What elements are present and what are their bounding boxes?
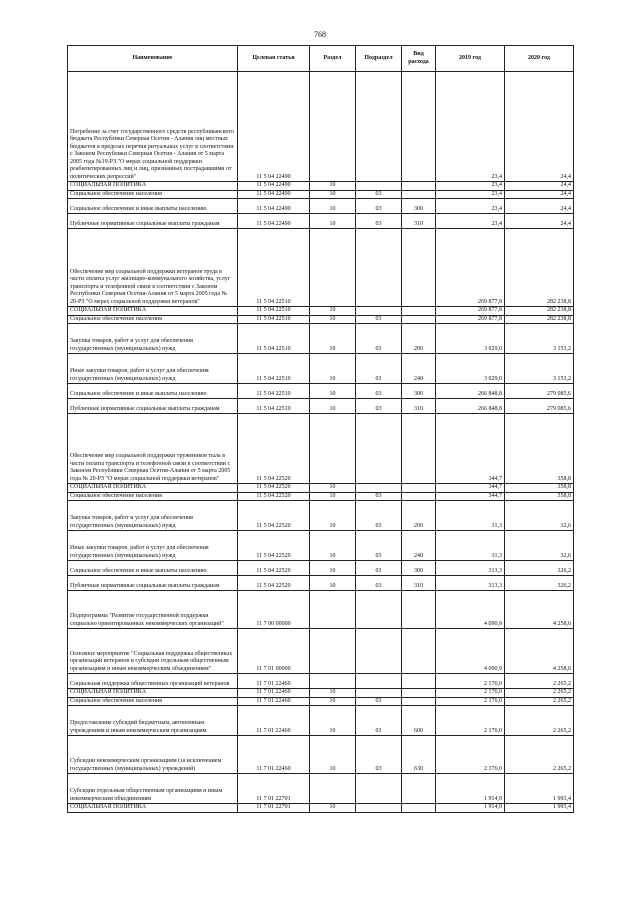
row-target-article: 11 7 00 00000 bbox=[238, 591, 310, 629]
row-subsection: 03 bbox=[356, 354, 402, 384]
header-subsection: Подраздел bbox=[356, 46, 402, 72]
row-name: Обеспечение мер социальной поддержки ветеранов труда в части оплаты услуг жилищно-коммунального хозяйства, услуг транспорта и телефонной связи в соответствии с Законом Республики Северная Осетия-Алания от 5 марта 2005 года № 20-РЗ "О мерах социальной поддержки ветеранов" bbox=[68, 229, 238, 307]
row-amount-2020: 2 265,2 bbox=[505, 706, 574, 736]
row-amount-2019: 2 176,0 bbox=[436, 689, 505, 698]
row-amount-2020: 326,2 bbox=[505, 561, 574, 576]
row-name: Предоставление субсидий бюджетным, автономным учреждениям и иным некоммерческим организациям bbox=[68, 706, 238, 736]
budget-table bbox=[67, 45, 574, 813]
row-amount-2019: 313,3 bbox=[436, 576, 505, 591]
table-row bbox=[68, 576, 574, 591]
row-subsection: 03 bbox=[356, 561, 402, 576]
row-section bbox=[310, 229, 356, 307]
row-subsection: 03 bbox=[356, 190, 402, 199]
table-row bbox=[68, 414, 574, 484]
header-year-2019: 2019 год bbox=[436, 46, 505, 72]
row-amount-2019: 269 877,8 bbox=[436, 229, 505, 307]
row-section: 10 bbox=[310, 576, 356, 591]
row-name: Погребение за счет государственного средств республиканского бюджета Республики Северная Осетия - Алания лиц местных бюджетов в пределах перечня ритуальных услуг в соответствии с Законом Республики Северная Осетия - Алания от 5 марта 2005 года №19-РЗ "О мерах социальной поддержки реабилитированных лиц и лиц, признанных пострадавшими от политических репрессий" bbox=[68, 72, 238, 182]
row-target-article: 11 5 04 22490 bbox=[238, 190, 310, 199]
row-expense-type bbox=[402, 190, 436, 199]
row-name: Субсидии некоммерческим организациям (за исключением государственных (муниципальных) учреждений) bbox=[68, 736, 238, 774]
row-target-article: 11 5 04 22510 bbox=[238, 307, 310, 316]
table-row bbox=[68, 484, 574, 493]
table-row bbox=[68, 324, 574, 354]
row-name: Основное мероприятие "Социальная поддержка общественных организаций ветеранов и субсидии отдельным общественным организациям и иным некоммерческим объединениям" bbox=[68, 629, 238, 674]
row-amount-2020: 4 258,6 bbox=[505, 591, 574, 629]
row-section: 10 bbox=[310, 307, 356, 316]
table-row bbox=[68, 629, 574, 674]
header-section: Раздел bbox=[310, 46, 356, 72]
row-section bbox=[310, 674, 356, 689]
table-row bbox=[68, 182, 574, 191]
row-amount-2019: 1 914,9 bbox=[436, 774, 505, 804]
row-expense-type bbox=[402, 484, 436, 493]
row-amount-2020: 24,4 bbox=[505, 214, 574, 229]
row-amount-2020: 282 238,8 bbox=[505, 307, 574, 316]
row-name: СОЦИАЛЬНАЯ ПОЛИТИКА bbox=[68, 484, 238, 493]
row-target-article: 11 5 04 22520 bbox=[238, 492, 310, 501]
row-section bbox=[310, 72, 356, 182]
row-section: 10 bbox=[310, 354, 356, 384]
row-expense-type bbox=[402, 591, 436, 629]
row-expense-type bbox=[402, 492, 436, 501]
table-row bbox=[68, 706, 574, 736]
row-section: 10 bbox=[310, 501, 356, 531]
row-expense-type: 300 bbox=[402, 199, 436, 214]
row-amount-2020: 32,6 bbox=[505, 531, 574, 561]
row-expense-type bbox=[402, 689, 436, 698]
row-expense-type bbox=[402, 674, 436, 689]
row-expense-type: 300 bbox=[402, 384, 436, 399]
row-section: 10 bbox=[310, 706, 356, 736]
row-section: 10 bbox=[310, 484, 356, 493]
row-expense-type bbox=[402, 72, 436, 182]
row-target-article: 11 5 04 22510 bbox=[238, 229, 310, 307]
row-subsection: 03 bbox=[356, 697, 402, 706]
row-expense-type: 630 bbox=[402, 736, 436, 774]
row-section: 10 bbox=[310, 531, 356, 561]
row-expense-type bbox=[402, 629, 436, 674]
row-name: Публичные нормативные социальные выплаты гражданам bbox=[68, 214, 238, 229]
row-expense-type bbox=[402, 229, 436, 307]
row-expense-type bbox=[402, 307, 436, 316]
row-amount-2020: 24,4 bbox=[505, 72, 574, 182]
row-amount-2020: 4 258,6 bbox=[505, 629, 574, 674]
row-name: Социальное обеспечение населения bbox=[68, 190, 238, 199]
row-section: 10 bbox=[310, 689, 356, 698]
row-subsection bbox=[356, 689, 402, 698]
header-name: Наименование bbox=[68, 46, 238, 72]
row-target-article: 11 5 04 22490 bbox=[238, 72, 310, 182]
row-target-article: 11 5 04 22520 bbox=[238, 531, 310, 561]
row-name: Социальное обеспечение населения bbox=[68, 315, 238, 324]
row-name: Социальное обеспечение населения bbox=[68, 492, 238, 501]
table-row bbox=[68, 315, 574, 324]
table-row bbox=[68, 354, 574, 384]
row-amount-2020: 24,4 bbox=[505, 199, 574, 214]
table-row bbox=[68, 689, 574, 698]
row-expense-type: 240 bbox=[402, 354, 436, 384]
row-name: СОЦИАЛЬНАЯ ПОЛИТИКА bbox=[68, 307, 238, 316]
table-row bbox=[68, 591, 574, 629]
row-name: Закупка товаров, работ и услуг для обеспечения государственных (муниципальных) нужд bbox=[68, 324, 238, 354]
row-subsection: 03 bbox=[356, 214, 402, 229]
row-target-article: 11 7 01 22460 bbox=[238, 697, 310, 706]
row-target-article: 11 5 04 22510 bbox=[238, 354, 310, 384]
row-name: Социальное обеспечение и иные выплаты населению bbox=[68, 199, 238, 214]
row-amount-2019: 269 877,8 bbox=[436, 315, 505, 324]
row-expense-type: 310 bbox=[402, 576, 436, 591]
row-amount-2019: 23,4 bbox=[436, 72, 505, 182]
row-section: 10 bbox=[310, 804, 356, 813]
row-amount-2020: 279 085,6 bbox=[505, 384, 574, 399]
row-subsection bbox=[356, 774, 402, 804]
row-target-article: 11 5 04 22490 bbox=[238, 214, 310, 229]
table-row bbox=[68, 674, 574, 689]
table-row bbox=[68, 531, 574, 561]
row-amount-2019: 1 914,9 bbox=[436, 804, 505, 813]
row-expense-type bbox=[402, 697, 436, 706]
page-number: 768 bbox=[314, 30, 326, 39]
row-subsection: 03 bbox=[356, 384, 402, 399]
row-section: 10 bbox=[310, 561, 356, 576]
row-amount-2020: 32,6 bbox=[505, 501, 574, 531]
row-amount-2020: 2 265,2 bbox=[505, 697, 574, 706]
row-expense-type: 600 bbox=[402, 706, 436, 736]
row-amount-2019: 344,7 bbox=[436, 492, 505, 501]
row-expense-type: 300 bbox=[402, 561, 436, 576]
row-amount-2019: 344,7 bbox=[436, 414, 505, 484]
row-target-article: 11 7 01 00000 bbox=[238, 629, 310, 674]
header-expense-type: Вид расхода bbox=[402, 46, 436, 72]
row-section bbox=[310, 591, 356, 629]
row-amount-2020: 24,4 bbox=[505, 182, 574, 191]
row-amount-2019: 2 176,0 bbox=[436, 736, 505, 774]
row-expense-type bbox=[402, 315, 436, 324]
row-amount-2019: 2 176,0 bbox=[436, 674, 505, 689]
row-section: 10 bbox=[310, 399, 356, 414]
row-amount-2020: 279 085,6 bbox=[505, 399, 574, 414]
table-row bbox=[68, 697, 574, 706]
row-target-article: 11 7 01 22460 bbox=[238, 674, 310, 689]
row-target-article: 11 5 04 22510 bbox=[238, 324, 310, 354]
row-amount-2019: 23,4 bbox=[436, 199, 505, 214]
table-row bbox=[68, 501, 574, 531]
row-amount-2020: 326,2 bbox=[505, 576, 574, 591]
row-target-article: 11 5 04 22510 bbox=[238, 315, 310, 324]
row-subsection bbox=[356, 674, 402, 689]
row-subsection: 03 bbox=[356, 706, 402, 736]
row-amount-2019: 269 877,8 bbox=[436, 307, 505, 316]
row-name: Публичные нормативные социальные выплаты гражданам bbox=[68, 399, 238, 414]
row-section bbox=[310, 629, 356, 674]
table-row bbox=[68, 399, 574, 414]
header-target-article: Целевая статья bbox=[238, 46, 310, 72]
row-target-article: 11 5 04 22520 bbox=[238, 576, 310, 591]
row-amount-2020: 358,8 bbox=[505, 414, 574, 484]
header-year-2020: 2020 год bbox=[505, 46, 574, 72]
row-amount-2020: 358,8 bbox=[505, 492, 574, 501]
table-row bbox=[68, 492, 574, 501]
row-expense-type bbox=[402, 182, 436, 191]
table-row bbox=[68, 72, 574, 182]
row-amount-2020: 282 238,8 bbox=[505, 315, 574, 324]
row-target-article: 11 7 01 22460 bbox=[238, 706, 310, 736]
row-amount-2020: 358,8 bbox=[505, 484, 574, 493]
row-name: Иные закупки товаров, работ и услуг для обеспечения государственных (муниципальных) нужд bbox=[68, 354, 238, 384]
table-row bbox=[68, 214, 574, 229]
row-expense-type: 200 bbox=[402, 501, 436, 531]
row-name: Социальная поддержка общественных организаций ветеранов bbox=[68, 674, 238, 689]
row-target-article: 11 7 01 22701 bbox=[238, 804, 310, 813]
row-section: 10 bbox=[310, 315, 356, 324]
row-amount-2019: 4 090,9 bbox=[436, 629, 505, 674]
row-target-article: 11 7 01 22701 bbox=[238, 774, 310, 804]
row-target-article: 11 7 01 22460 bbox=[238, 736, 310, 774]
row-amount-2019: 2 176,0 bbox=[436, 697, 505, 706]
row-name: Социальное обеспечение и иные выплаты населению bbox=[68, 384, 238, 399]
row-subsection bbox=[356, 414, 402, 484]
row-amount-2019: 23,4 bbox=[436, 190, 505, 199]
row-subsection bbox=[356, 72, 402, 182]
row-section bbox=[310, 774, 356, 804]
row-subsection bbox=[356, 307, 402, 316]
row-amount-2019: 31,3 bbox=[436, 531, 505, 561]
row-section: 10 bbox=[310, 199, 356, 214]
row-subsection bbox=[356, 591, 402, 629]
row-target-article: 11 5 04 22510 bbox=[238, 384, 310, 399]
row-name: Субсидии отдельным общественным организациям и иным некоммерческим объединениям bbox=[68, 774, 238, 804]
row-name: Социальное обеспечение и иные выплаты населению bbox=[68, 561, 238, 576]
row-name: Иные закупки товаров, работ и услуг для обеспечения государственных (муниципальных) нужд bbox=[68, 531, 238, 561]
row-section: 10 bbox=[310, 214, 356, 229]
row-subsection bbox=[356, 484, 402, 493]
row-subsection: 03 bbox=[356, 576, 402, 591]
row-amount-2019: 31,3 bbox=[436, 501, 505, 531]
row-expense-type: 310 bbox=[402, 214, 436, 229]
row-amount-2019: 2 176,0 bbox=[436, 706, 505, 736]
row-subsection bbox=[356, 804, 402, 813]
row-subsection: 03 bbox=[356, 399, 402, 414]
row-amount-2020: 24,4 bbox=[505, 190, 574, 199]
row-amount-2019: 4 090,9 bbox=[436, 591, 505, 629]
row-section: 10 bbox=[310, 697, 356, 706]
row-expense-type: 200 bbox=[402, 324, 436, 354]
row-name: Закупка товаров, работ и услуг для обеспечения государственных (муниципальных) нужд bbox=[68, 501, 238, 531]
row-section: 10 bbox=[310, 736, 356, 774]
row-subsection: 03 bbox=[356, 324, 402, 354]
row-subsection: 03 bbox=[356, 736, 402, 774]
row-target-article: 11 5 04 22490 bbox=[238, 199, 310, 214]
row-amount-2019: 3 029,0 bbox=[436, 324, 505, 354]
row-target-article: 11 5 04 22520 bbox=[238, 484, 310, 493]
row-name: Социальное обеспечение населения bbox=[68, 697, 238, 706]
table-row bbox=[68, 384, 574, 399]
row-amount-2020: 1 993,4 bbox=[505, 804, 574, 813]
table-row bbox=[68, 190, 574, 199]
row-subsection: 03 bbox=[356, 531, 402, 561]
row-amount-2019: 23,4 bbox=[436, 182, 505, 191]
row-name: Подпрограмма "Развитие государственной поддержки социально ориентированных некоммерческих организаций" bbox=[68, 591, 238, 629]
row-target-article: 11 5 04 22510 bbox=[238, 399, 310, 414]
row-target-article: 11 7 01 22460 bbox=[238, 689, 310, 698]
row-target-article: 11 5 04 22520 bbox=[238, 561, 310, 576]
row-subsection: 03 bbox=[356, 492, 402, 501]
row-amount-2020: 2 265,2 bbox=[505, 674, 574, 689]
row-amount-2019: 3 029,0 bbox=[436, 354, 505, 384]
row-section: 10 bbox=[310, 384, 356, 399]
row-amount-2019: 266 848,8 bbox=[436, 399, 505, 414]
row-amount-2019: 266 848,8 bbox=[436, 384, 505, 399]
table-row bbox=[68, 199, 574, 214]
row-subsection bbox=[356, 182, 402, 191]
row-section bbox=[310, 414, 356, 484]
table-row bbox=[68, 736, 574, 774]
row-target-article: 11 5 04 22490 bbox=[238, 182, 310, 191]
row-amount-2019: 23,4 bbox=[436, 214, 505, 229]
table-row bbox=[68, 774, 574, 804]
row-subsection: 03 bbox=[356, 199, 402, 214]
row-subsection bbox=[356, 229, 402, 307]
row-section: 10 bbox=[310, 324, 356, 354]
row-expense-type bbox=[402, 414, 436, 484]
row-expense-type: 310 bbox=[402, 399, 436, 414]
row-amount-2019: 313,3 bbox=[436, 561, 505, 576]
row-section: 10 bbox=[310, 182, 356, 191]
row-target-article: 11 5 04 22520 bbox=[238, 414, 310, 484]
table-row bbox=[68, 307, 574, 316]
table-row bbox=[68, 561, 574, 576]
row-target-article: 11 5 04 22520 bbox=[238, 501, 310, 531]
row-name: Обеспечение мер социальной поддержки тружеников тыла в части оплаты транспорта и телефонной связи в соответствии с Законом Республики Северная Осетия-Алания от 5 марта 2005 года № 20-РЗ "О мерах социальной поддержки ветеранов" bbox=[68, 414, 238, 484]
row-amount-2020: 3 153,2 bbox=[505, 354, 574, 384]
row-amount-2020: 3 153,2 bbox=[505, 324, 574, 354]
row-amount-2019: 344,7 bbox=[436, 484, 505, 493]
row-expense-type bbox=[402, 774, 436, 804]
table-row bbox=[68, 229, 574, 307]
row-name: СОЦИАЛЬНАЯ ПОЛИТИКА bbox=[68, 182, 238, 191]
row-section: 10 bbox=[310, 492, 356, 501]
row-expense-type: 240 bbox=[402, 531, 436, 561]
row-subsection: 03 bbox=[356, 315, 402, 324]
row-name: Публичные нормативные социальные выплаты гражданам bbox=[68, 576, 238, 591]
row-amount-2020: 1 993,4 bbox=[505, 774, 574, 804]
table-row bbox=[68, 804, 574, 813]
row-amount-2020: 2 265,2 bbox=[505, 689, 574, 698]
row-subsection bbox=[356, 629, 402, 674]
table-header-row bbox=[68, 46, 574, 72]
row-section: 10 bbox=[310, 190, 356, 199]
row-expense-type bbox=[402, 804, 436, 813]
row-name: СОЦИАЛЬНАЯ ПОЛИТИКА bbox=[68, 804, 238, 813]
row-name: СОЦИАЛЬНАЯ ПОЛИТИКА bbox=[68, 689, 238, 698]
row-amount-2020: 282 238,8 bbox=[505, 229, 574, 307]
row-subsection: 03 bbox=[356, 501, 402, 531]
row-amount-2020: 2 265,2 bbox=[505, 736, 574, 774]
